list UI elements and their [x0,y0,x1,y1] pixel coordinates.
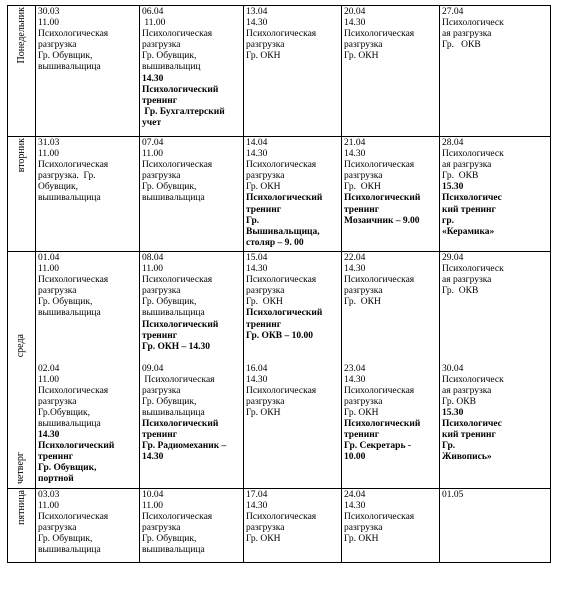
cell-line: Гр. Обувщик, [38,463,97,474]
cell-line: 11.00 [142,264,164,275]
cell-line: Гр. [246,215,260,226]
schedule-cell [244,6,342,137]
cell-line: Психологическая [142,160,213,171]
cell-line: 11.00 [38,149,60,160]
cell-date: 22.04 [344,253,366,263]
cell-line: разгрузка [344,523,383,534]
cell-line: тренинг [142,430,178,441]
cell-date: 16.04 [246,363,268,374]
cell-line: 15.30 [442,182,464,193]
cell-line: Психологическая [38,275,109,286]
cell-line: Психологическая [344,29,415,40]
cell-date: 13.04 [246,7,268,17]
cell-date: 31.03 [38,138,60,148]
schedule-cell [342,6,440,137]
schedule-table [7,5,551,563]
cell-line: тренинг [142,95,178,106]
cell-date: 01.04 [38,253,60,263]
cell-line: 11.00 [38,501,60,512]
cell-line: Гр. ОКН [344,534,379,545]
cell-line: разгрузка [142,523,181,534]
cell-line: Психологическ [442,264,504,275]
cell-line: Гр. ОКВ [442,40,481,51]
cell-date: 03.03 [38,490,60,500]
cell-line: разгрузка [344,286,383,297]
cell-line: 14.30 [344,374,366,385]
cell-line: 14.30 [344,18,366,29]
day-label-monday: Понедельник [16,7,28,64]
cell-line: разгрузка [344,171,383,182]
cell-line: столяр – 9. 00 [246,237,304,248]
cell-line: вышивальщица [142,407,205,418]
cell-line: Гр. ОКН [344,407,379,418]
day-label-thursday: четверг [15,451,26,484]
cell-line: Психологическая [344,512,415,523]
cell-line: Гр. ОКВ [442,286,479,297]
cell-line: разгрузка [38,396,77,407]
cell-line: 14.30 [246,374,268,385]
cell-line: 11.00 [142,501,164,512]
cell-line: Гр. ОКН [344,51,379,62]
cell-line: разгрузка [142,171,181,182]
cell-line: Гр. Радиомеханик – [142,441,227,452]
cell-line: разгрузка [142,286,181,297]
cell-line: разгрузка [246,286,285,297]
schedule-cell [36,6,140,137]
cell-line: Обувщик, [38,182,78,193]
cell-line: Психологический [38,441,115,452]
cell-date: 20.04 [344,7,366,17]
cell-date: 01.05 [442,490,464,500]
cell-date: 24.04 [344,490,366,500]
cell-line: Психологический [246,193,323,204]
cell-line: Гр. Бухгалтерский [142,106,225,117]
cell-line: разгрузка [246,171,285,182]
cell-date: 08.04 [142,253,164,263]
cell-line: Психологическ [442,18,504,29]
cell-date: 06.04 [142,7,164,17]
day-label-tuesday: вторник [16,138,28,173]
day-label-cell [8,252,36,489]
cell-line: Психологичес [442,418,502,429]
table-row [8,489,551,563]
cell-line: Психологический [344,418,421,429]
cell-line: Психологическая [38,29,109,40]
cell-line: вышивальщица [38,193,101,204]
cell-line: Гр. Обувщик, [142,182,197,193]
cell-line: Психологическая [344,275,415,286]
cell-line: портной [38,474,74,485]
cell-date: 30.04 [442,363,464,374]
cell-line: тренинг [38,452,74,463]
cell-line: вышивальщиц [142,62,201,73]
cell-line: Гр.Обувщик, [38,407,90,418]
schedule-cell [140,6,244,137]
cell-line: Психологическая [38,512,109,523]
cell-line: Психологическая [142,275,213,286]
cell-line: Гр. ОКН [344,297,381,308]
cell-line: вышивальщица [142,193,205,204]
cell-line: 11.00 [38,18,60,29]
cell-line: вышивальщица [38,418,101,429]
cell-line: 14.30 [344,501,366,512]
cell-line: Психологическая [246,275,317,286]
table-row [8,137,551,252]
cell-line: вышивальщица [142,308,205,319]
cell-line: 14.30 [344,149,366,160]
cell-line: Психологическая [246,512,317,523]
cell-date: 15.04 [246,253,268,263]
cell-line: гр. [442,215,454,226]
cell-line: Психологическая [142,29,213,40]
cell-line: Гр. Обувщик, [38,534,93,545]
cell-line: тренинг [142,330,178,341]
day-label-cell [8,6,36,137]
cell-line: 11.00 [142,149,164,160]
cell-line: Гр. Обувщик, [142,396,197,407]
schedule-cell [342,137,440,252]
cell-line: Гр. [442,441,456,452]
cell-line: 14.30 [246,264,268,275]
cell-line: ая разгрузка [442,385,492,396]
cell-line: Гр. ОКВ [442,171,479,182]
schedule-cell [440,363,551,489]
cell-line: разгрузка [246,523,285,534]
schedule-cell [440,252,551,363]
cell-line: Гр. Обувщик, [142,51,197,62]
schedule-cell [140,252,244,363]
cell-date: 29.04 [442,253,464,263]
cell-line: тренинг [246,204,282,215]
cell-line: 11.00 [38,264,60,275]
cell-line: разгрузка [38,523,77,534]
schedule-cell [244,252,342,363]
schedule-cell [36,137,140,252]
cell-line: Гр. Обувщик, [142,297,197,308]
cell-line: тренинг [344,430,380,441]
cell-line: Психологическая [246,160,317,171]
schedule-cell [244,137,342,252]
cell-line: Гр. Обувщик, [38,51,93,62]
cell-date: 14.04 [246,138,268,148]
cell-date: 10.04 [142,490,164,500]
schedule-cell [244,363,342,489]
cell-line: Гр. Обувщик, [38,297,93,308]
cell-line: тренинг [344,204,380,215]
table-row [8,363,551,489]
schedule-cell [140,363,244,489]
schedule-cell [244,489,342,563]
cell-line: 10.00 [344,452,366,463]
cell-line: вышивальщица [38,545,101,556]
cell-line: тренинг [246,319,282,330]
cell-line: 14.30 [246,501,268,512]
day-label-friday: пятница [16,490,28,525]
cell-line: ая разгрузка [442,275,492,286]
cell-line: Психологический [142,84,219,95]
cell-line: Психологическая [38,385,109,396]
cell-line: Живопись» [442,452,492,463]
day-label-cell [8,489,36,563]
cell-line: 11.00 [142,18,166,29]
cell-date: 09.04 [142,363,164,374]
cell-line: ая разгрузка [442,160,492,171]
cell-line: разгрузка [142,385,181,396]
day-label-wednesday: среда [15,334,26,358]
cell-line: разгрузка [344,396,383,407]
cell-line: «Керамика» [442,226,495,237]
cell-line: Гр. ОКН [246,182,281,193]
cell-line: Гр. ОКН [246,297,283,308]
cell-line: разгрузка [246,396,285,407]
cell-line: разгрузка [142,40,181,51]
cell-line: 14.30 [246,18,268,29]
cell-line: Психологическ [442,374,504,385]
cell-date: 02.04 [38,363,60,374]
cell-date: 07.04 [142,138,164,148]
cell-date: 23.04 [344,363,366,374]
table-row [8,6,551,137]
cell-line: Психологическая [142,374,215,385]
schedule-cell [36,363,140,489]
cell-line: 11.00 [38,374,60,385]
cell-line: Психологическ [442,149,504,160]
cell-line: Гр. ОКВ [442,396,476,407]
cell-date: 28.04 [442,138,464,148]
cell-line: вышивальщица [38,62,101,73]
cell-line: 15.30 [442,407,464,418]
cell-line: разгрузка. Гр. [38,171,96,182]
cell-line: кий тренинг [442,204,496,215]
cell-line: Психологический [246,308,323,319]
schedule-cell [342,252,440,363]
cell-line: Вышивальщица, [246,226,320,237]
cell-line: Гр. Обувщик, [142,534,197,545]
cell-date: 17.04 [246,490,268,500]
cell-line: ая разгрузка [442,29,492,40]
cell-line: Гр. ОКН [344,182,381,193]
cell-line: 14.30 [246,149,268,160]
schedule-cell [140,137,244,252]
cell-date: 27.04 [442,7,464,17]
cell-line: Психологический [142,418,219,429]
schedule-cell [342,489,440,563]
cell-line: Гр. ОКН – 14.30 [142,341,211,352]
cell-line: учет [142,117,161,128]
cell-line: Мозаичник – 9.00 [344,215,420,226]
schedule-cell [36,489,140,563]
table-row [8,252,551,363]
cell-line: Гр. ОКН [246,407,281,418]
cell-line: разгрузка [344,40,383,51]
cell-line: Гр. Секретарь - [344,441,412,452]
cell-line: Психологическая [246,29,317,40]
cell-line: 14.30 [344,264,366,275]
cell-line: Гр. ОКН [246,51,281,62]
cell-line: Психологическая [246,385,317,396]
cell-line: Психологический [142,319,219,330]
cell-line: 14.30 [38,430,60,441]
cell-line: 14.30 [142,73,164,84]
cell-line: вышивальщица [142,545,205,556]
schedule-cell [342,363,440,489]
cell-line: Психологическая [38,160,109,171]
day-label-cell [8,137,36,252]
cell-line: Психологичес [442,193,502,204]
schedule-cell [36,252,140,363]
cell-line: Психологический [344,193,421,204]
cell-line: Психологическая [142,512,213,523]
schedule-cell [140,489,244,563]
cell-line: разгрузка [246,40,285,51]
schedule-cell [440,6,551,137]
cell-line: вышивальщица [38,308,101,319]
cell-line: кий тренинг [442,430,496,441]
cell-date: 21.04 [344,138,366,148]
schedule-cell [440,489,551,563]
cell-date: 30.03 [38,7,60,17]
cell-line: Гр. ОКН [246,534,281,545]
cell-line: Психологическая [344,160,415,171]
cell-line: разгрузка [38,286,77,297]
schedule-cell [440,137,551,252]
cell-line: Психологическая [344,385,415,396]
cell-line: Гр. ОКВ – 10.00 [246,330,313,341]
cell-line: разгрузка [38,40,77,51]
cell-line: 14.30 [142,452,164,463]
